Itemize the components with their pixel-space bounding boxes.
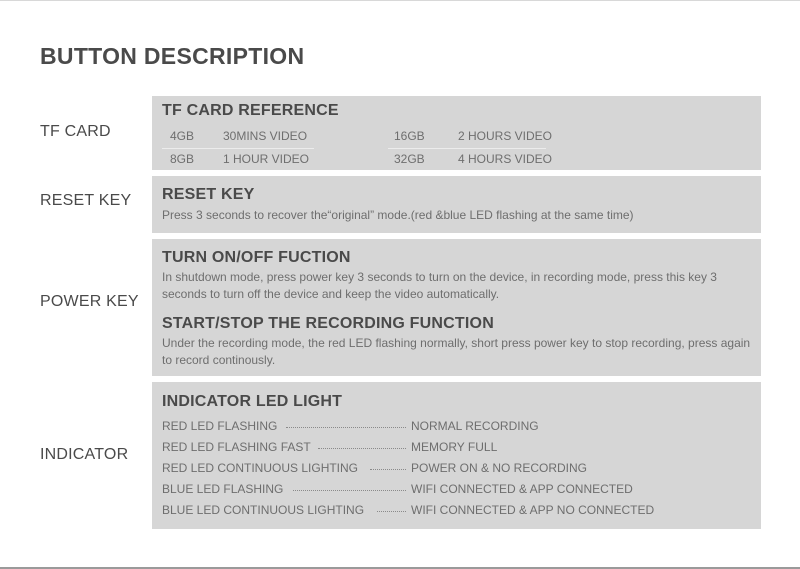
page-title: BUTTON DESCRIPTION (40, 43, 305, 69)
reset-key-label: RESET KEY (40, 192, 132, 209)
power-onoff-heading: TURN ON/OFF FUCTION (162, 249, 351, 266)
led-row (162, 502, 752, 519)
led-state: BLUE LED FLASHING (162, 482, 284, 496)
tf-card-label: TF CARD (40, 123, 111, 140)
recording-description: Under the recording mode, the red LED flashing normally, short press power key to stop recording, press again to record continously. (162, 336, 751, 367)
reset-key-panel (152, 176, 761, 233)
tf-duration: 1 HOUR VIDEO (223, 152, 310, 166)
dotted-leader (377, 511, 406, 512)
dotted-leader (370, 469, 406, 470)
power-key-label: POWER KEY (40, 293, 139, 310)
led-row (162, 418, 752, 435)
dotted-leader (286, 427, 406, 428)
tf-duration: 30MINS VIDEO (223, 129, 308, 143)
led-state: RED LED FLASHING FAST (162, 440, 311, 454)
led-meaning: POWER ON & NO RECORDING (411, 461, 588, 475)
led-meaning: WIFI CONNECTED & APP CONNECTED (411, 482, 633, 496)
led-row (162, 481, 752, 498)
indicator-heading: INDICATOR LED LIGHT (162, 393, 343, 410)
dotted-leader (318, 448, 406, 449)
tf-divider (162, 148, 314, 149)
tf-capacity: 16GB (394, 129, 425, 143)
tf-card-panel (152, 96, 761, 170)
reset-key-heading: RESET KEY (162, 186, 255, 203)
led-state: BLUE LED CONTINUOUS LIGHTING (162, 503, 365, 517)
tf-duration: 4 HOURS VIDEO (458, 152, 553, 166)
tf-duration: 2 HOURS VIDEO (458, 129, 553, 143)
tf-capacity: 4GB (170, 129, 195, 143)
tf-card-heading: TF CARD REFERENCE (162, 102, 339, 119)
led-row (162, 439, 752, 456)
led-meaning: WIFI CONNECTED & APP NO CONNECTED (411, 503, 655, 517)
led-state: RED LED CONTINUOUS LIGHTING (162, 461, 359, 475)
led-state: RED LED FLASHING (162, 419, 278, 433)
tf-capacity: 8GB (170, 152, 195, 166)
indicator-panel (152, 382, 761, 529)
tf-capacity: 32GB (394, 152, 425, 166)
power-onoff-description: In shutdown mode, press power key 3 seconds to turn on the device, in recording mode, press this key 3 seconds to turn off the device and keep the video automatically. (162, 270, 717, 301)
dotted-leader (293, 490, 406, 491)
recording-heading: START/STOP THE RECORDING FUNCTION (162, 315, 494, 332)
tf-divider (388, 148, 546, 149)
led-meaning: MEMORY FULL (411, 440, 498, 454)
power-key-panel (152, 239, 761, 376)
reset-key-description: Press 3 seconds to recover the“original” mode.(red &blue LED flashing at the same time) (162, 208, 634, 222)
indicator-label: INDICATOR (40, 446, 129, 463)
led-meaning: NORMAL RECORDING (411, 419, 539, 433)
led-row (162, 460, 752, 477)
